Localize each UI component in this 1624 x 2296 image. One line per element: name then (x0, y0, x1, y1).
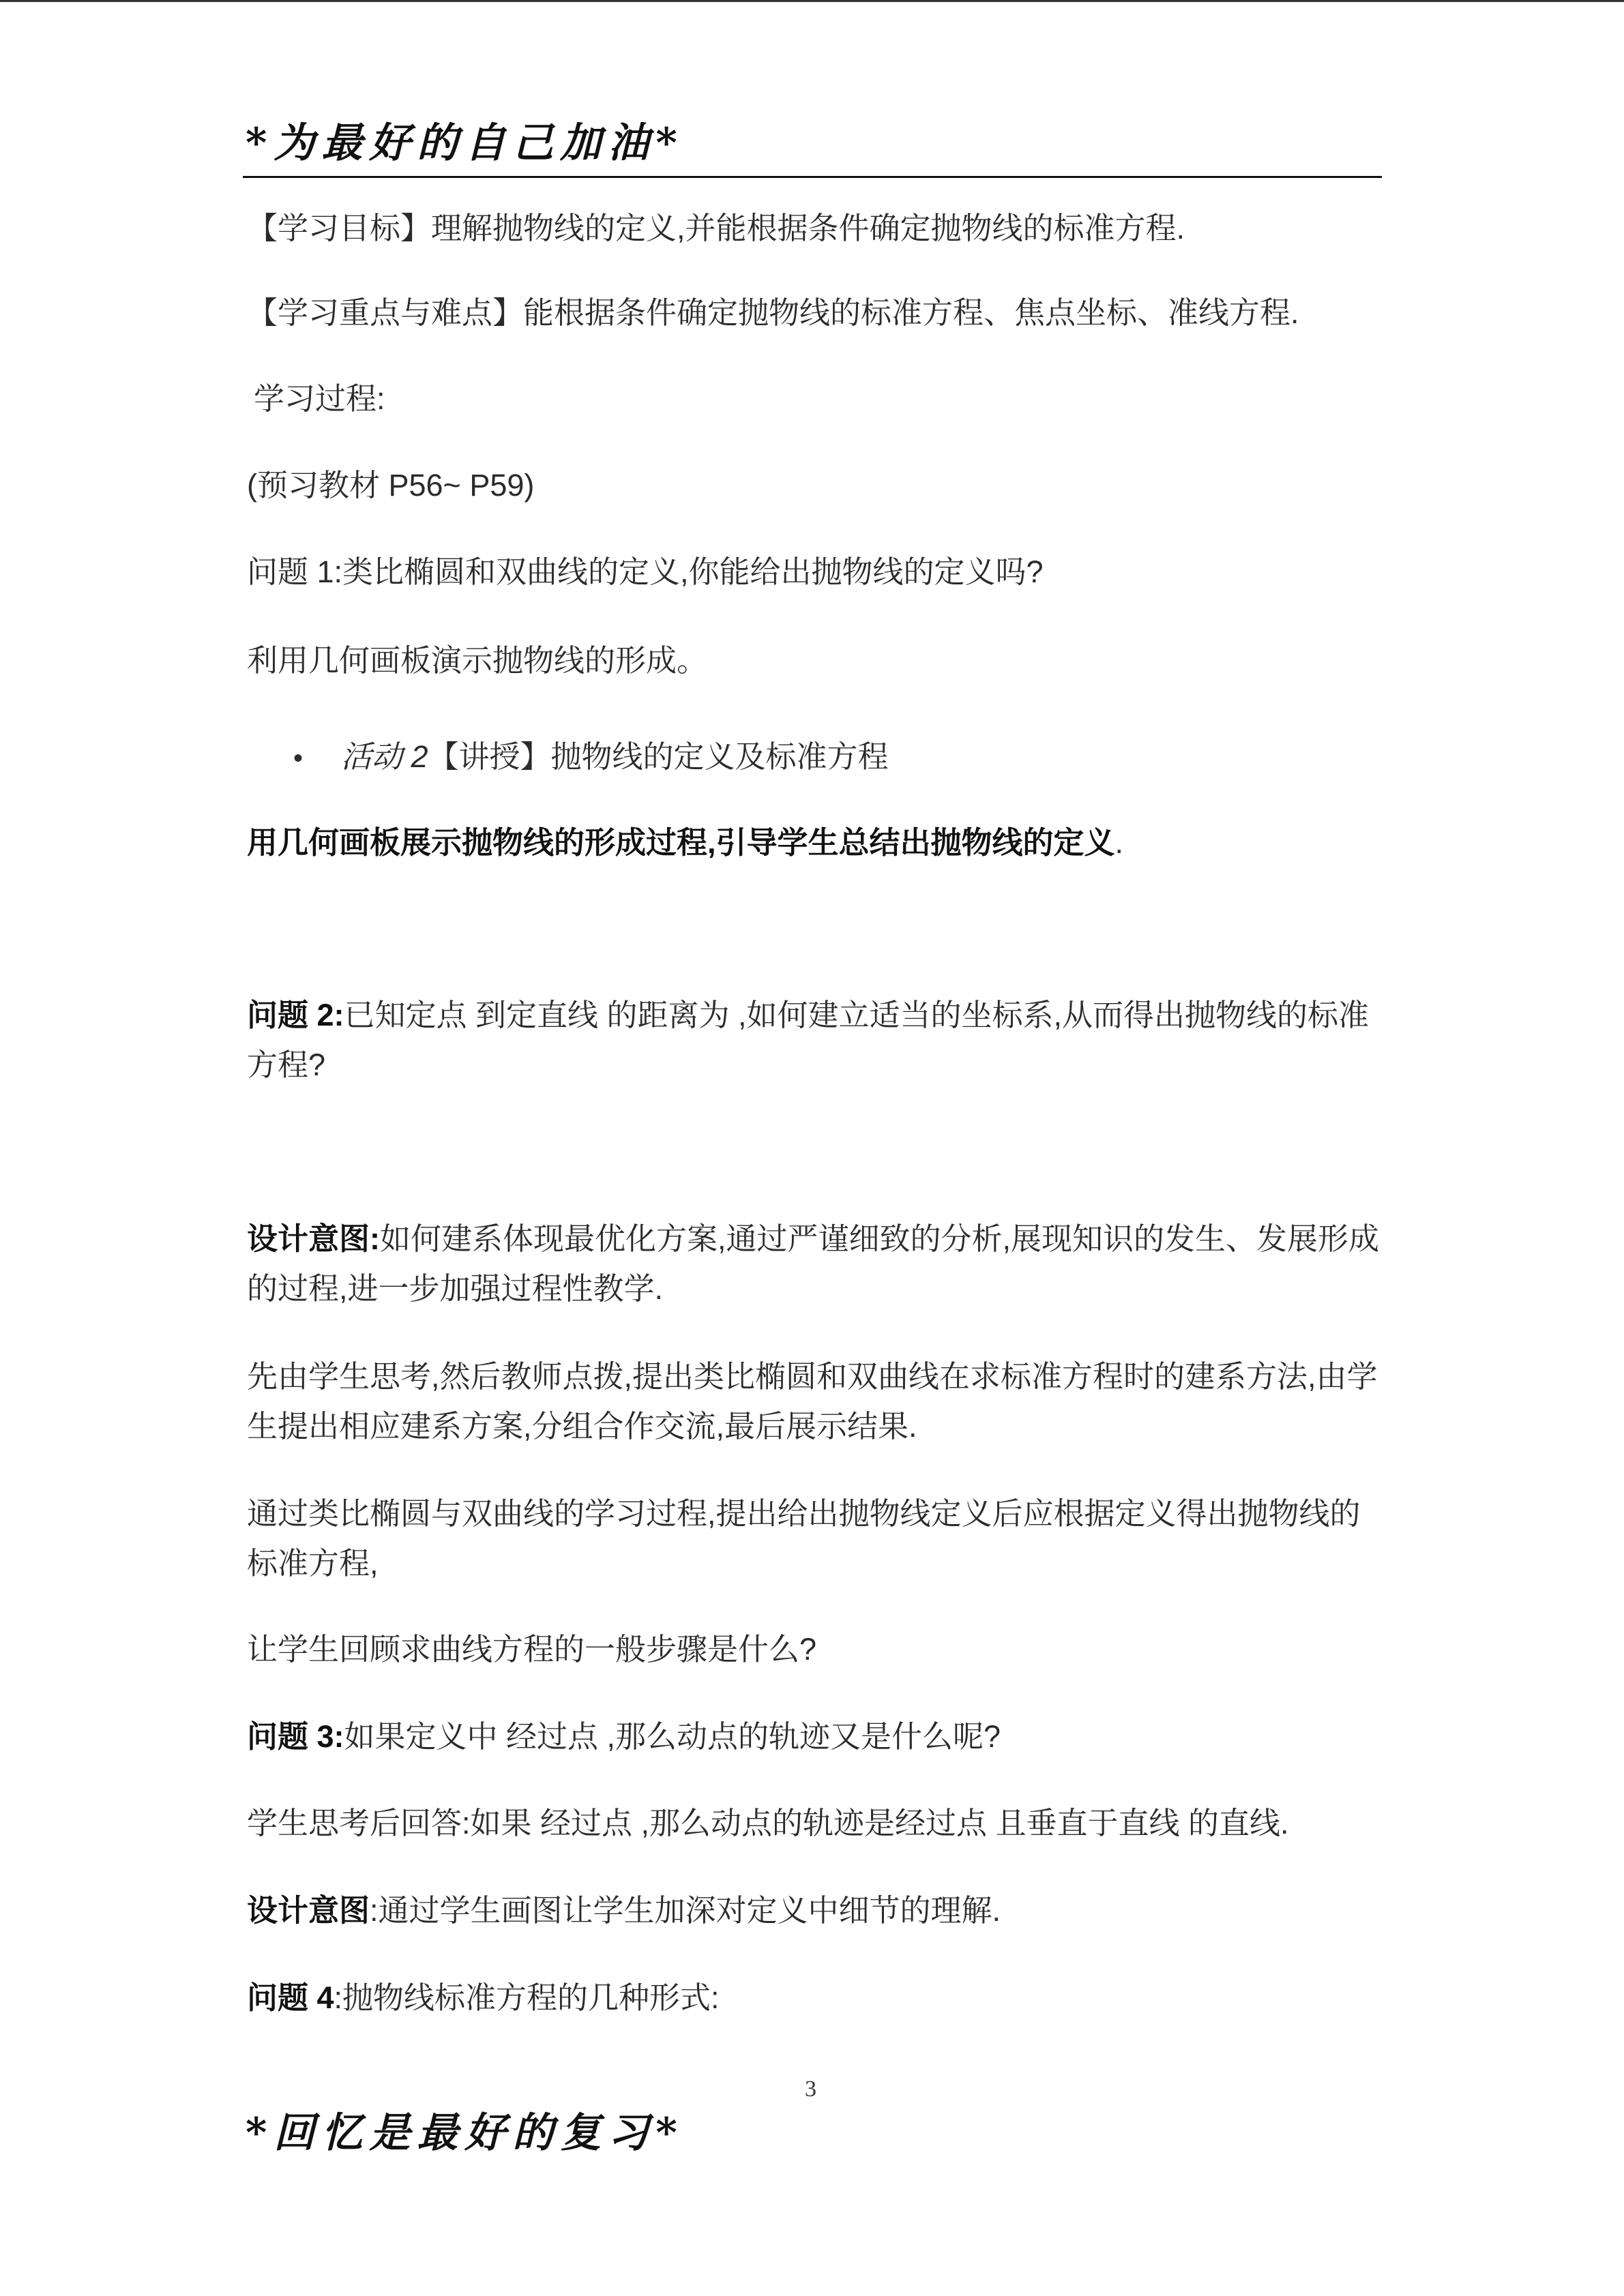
design-intent-1 (247, 1214, 1379, 1313)
footer-motto: *回忆是最好的复习* (246, 2109, 684, 2157)
learning-process-heading: 学习过程: (254, 381, 385, 416)
question-4 (247, 1973, 1379, 2023)
learning-key-points: 【学习重点与难点】能根据条件确定抛物线的标准方程、焦点坐标、准线方程. (247, 295, 1299, 330)
top-border-line (0, 0, 1624, 2)
teacher-guidance-paragraph: 先由学生思考,然后教师点拨,提出类比椭圆和双曲线在求标准方程时的建系方法,由学生提出相应建系方案,分组合作交流,最后展示结果. (247, 1359, 1378, 1444)
header-divider (243, 176, 1382, 178)
question-3-text: 如果定义中 经过点 ,那么动点的轨迹又是什么呢? (344, 1719, 1001, 1754)
analogy-paragraph: 通过类比椭圆与双曲线的学习过程,提出给出抛物线定义后应根据定义得出抛物线的标准方程, (247, 1496, 1361, 1581)
activity-label: 活动 2 (341, 739, 428, 774)
geometry-sketchpad-demo: 利用几何画板演示抛物线的形成。 (247, 643, 708, 678)
question-2 (247, 990, 1379, 1090)
activity-title: 【讲授】抛物线的定义及标准方程 (428, 739, 889, 774)
learning-objective: 【学习目标】理解抛物线的定义,并能根据条件确定抛物线的标准方程. (247, 211, 1185, 245)
design-intent-2-label: 设计意图 (247, 1893, 370, 1928)
bullet-icon: • (293, 743, 304, 773)
question-4-label: 问题 4 (247, 1980, 334, 2015)
question-4-text: :抛物线标准方程的几种形式: (334, 1980, 720, 2015)
preview-textbook-note: (预习教材 P56~ P59) (247, 468, 535, 503)
sketchpad-definition-paragraph (247, 818, 1379, 867)
student-answer: 学生思考后回答:如果 经过点 ,那么动点的轨迹是经过点 且垂直于直线 的直线. (247, 1806, 1289, 1840)
sketchpad-definition-bold: 用几何画板展示抛物线的形成过程,引导学生总结出抛物线的定义 (247, 825, 1115, 860)
design-intent-2-text: :通过学生画图让学生加深对定义中细节的理解. (370, 1893, 1001, 1928)
header-motto: *为最好的自己加油* (246, 119, 684, 167)
design-intent-1-text: 如何建系体现最优化方案,通过严谨细致的分析,展现知识的发生、发展形成的过程,进一步加强过程性教学. (247, 1221, 1380, 1306)
question-1: 问题 1:类比椭圆和双曲线的定义,你能给出抛物线的定义吗? (247, 554, 1044, 589)
question-2-text: 已知定点 到定直线 的距离为 ,如何建立适当的坐标系,从而得出抛物线的标准方程? (247, 998, 1370, 1082)
page-number: 3 (805, 2076, 816, 2102)
design-intent-1-label: 设计意图: (247, 1221, 380, 1256)
curve-equation-steps: 让学生回顾求曲线方程的一般步骤是什么? (247, 1632, 817, 1667)
question-3-label: 问题 3: (247, 1719, 344, 1754)
design-intent-2 (247, 1885, 1379, 1935)
question-2-label: 问题 2: (247, 998, 344, 1032)
question-3 (247, 1712, 1379, 1761)
sketchpad-definition-period: . (1114, 825, 1124, 860)
activity-2-bullet (293, 732, 889, 784)
